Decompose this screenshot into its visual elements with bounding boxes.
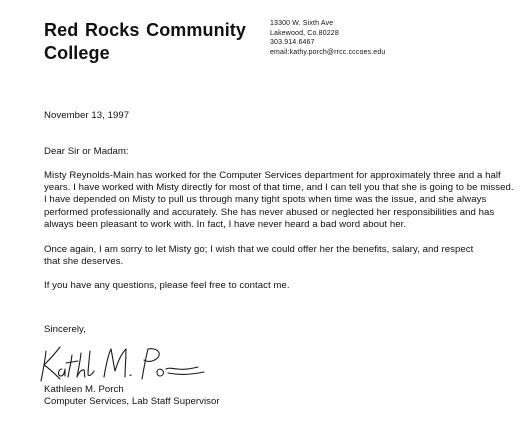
paragraph-2-line: that she deserves. [44,256,124,268]
letter-closing: Sincerely, [44,324,86,335]
letterhead-word-red: Red [44,20,79,40]
address-street: 13300 W. Sixth Ave [270,20,334,27]
signatory-title: Computer Services, Lab Staff Supervisor [44,396,220,407]
letterhead-name-line-2: College [44,43,110,63]
paragraph-2-line: Once again, I am sorry to let Misty go; I wish that we could offer her the benefits, salary, and respect [44,244,474,255]
paragraph-1-line: performed professionally and accurately. She has never abused or neglected her responsibilities and has [44,206,495,218]
address-email: email:kathy.porch@rrcc.cccoes.edu [270,48,386,56]
letterhead-word-rocks: Rocks [84,20,140,40]
paragraph-1-line: I have depended on Misty to pull us through many tight spots when time was the issue, and she always [44,194,487,206]
letterhead-address-block [270,19,385,57]
signatory-name: Kathleen M. Porch [44,384,124,395]
paragraph-1-line: years. I have worked with Misty directly for most of that time, and I can tell you that she is going to be missed. [44,182,514,194]
letterhead-name-line-1 [44,19,246,42]
letter-paragraph-2 [44,244,504,268]
letter-paragraph-3: If you have any questions, please feel free to contact me. [44,280,290,291]
address-phone: 303.914.6467 [270,39,315,47]
handwritten-signature [38,339,208,387]
address-city: Lakewood, Co.80228 [270,29,339,37]
paragraph-1-line: Misty Reynolds-Main has worked for the Computer Services department for approximately three and a half [44,170,501,181]
letter-date: November 13, 1997 [44,110,130,121]
paragraph-1-line: always been pleasant to work with. In fact, I have never heard a bad word about her. [44,218,407,230]
letterhead-institution-name [44,19,254,65]
letter-salutation: Dear Sir or Madam: [44,146,129,157]
letterhead-word-community: Community [146,20,246,40]
letter-paragraph-1 [44,170,514,231]
